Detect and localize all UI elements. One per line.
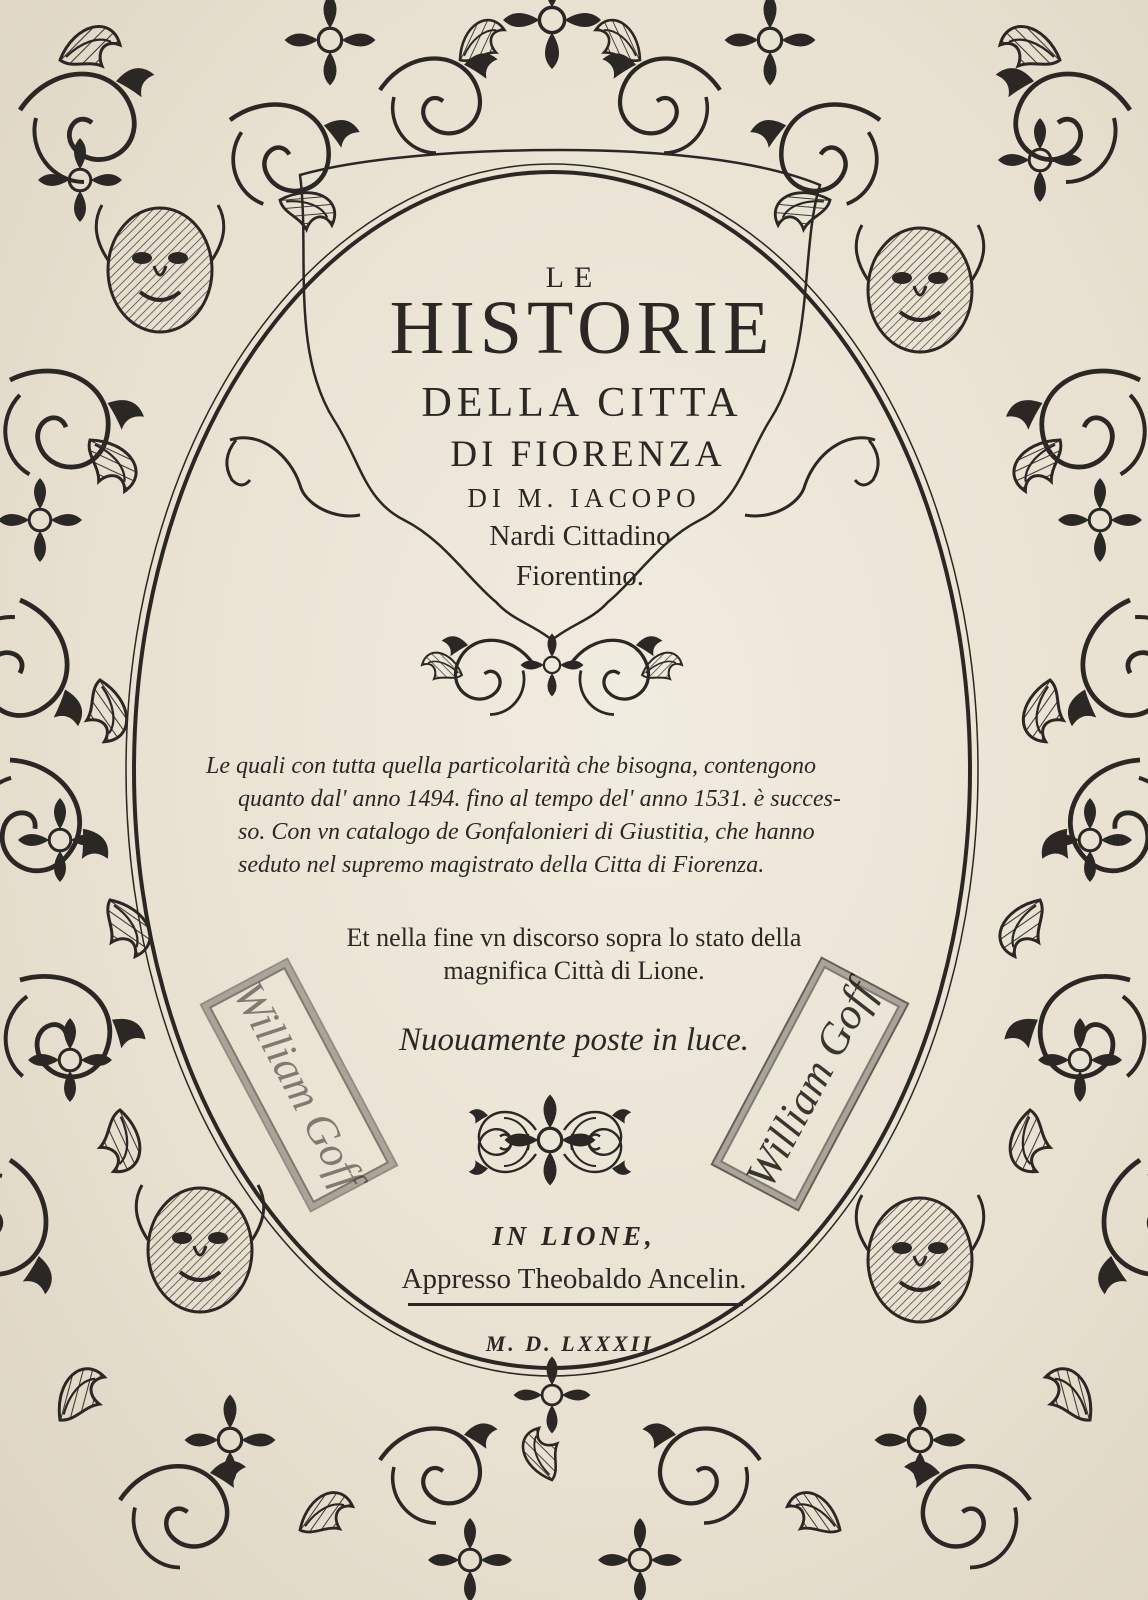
appendix-line: magnifica Città di Lione. <box>443 956 705 985</box>
nuovamente-line: Nuouamente poste in luce. <box>398 1022 750 1058</box>
imprint-printer: Appresso Theobaldo Ancelin. <box>401 1263 747 1295</box>
author-fiorentino: Fiorentino. <box>515 560 645 592</box>
imprint-rule <box>408 1303 743 1306</box>
description-line: quanto dal' anno 1494. fino al tempo del' anno 1531. è succes- <box>238 786 841 812</box>
imprint-date: M. D. LXXXII. <box>485 1331 663 1356</box>
description-line: so. Con vn catalogo de Gonfalonieri di Giustitia, che hanno <box>238 819 815 845</box>
author-line: DI M. IACOPO <box>467 483 701 513</box>
appendix-line: Et nella fine vn discorso sopra lo stato della <box>346 923 802 952</box>
title-historie: HISTORIE <box>389 286 775 370</box>
description-line: seduto nel supremo magistrato della Citta di Fiorenza. <box>238 852 765 878</box>
description-line: Le quali con tutta quella particolarità che bisogna, contengono <box>206 753 816 779</box>
title-della-citta: DELLA CITTA <box>421 380 743 426</box>
title-di-fiorenza: DI FIORENZA <box>450 434 726 475</box>
stamp-text: William Goff <box>224 973 374 1197</box>
stamp-text: William Goff <box>735 972 885 1196</box>
title-le: LE <box>545 261 603 294</box>
author-nardi: Nardi Cittadino <box>489 520 671 552</box>
imprint-place: IN LIONE, <box>492 1221 656 1251</box>
